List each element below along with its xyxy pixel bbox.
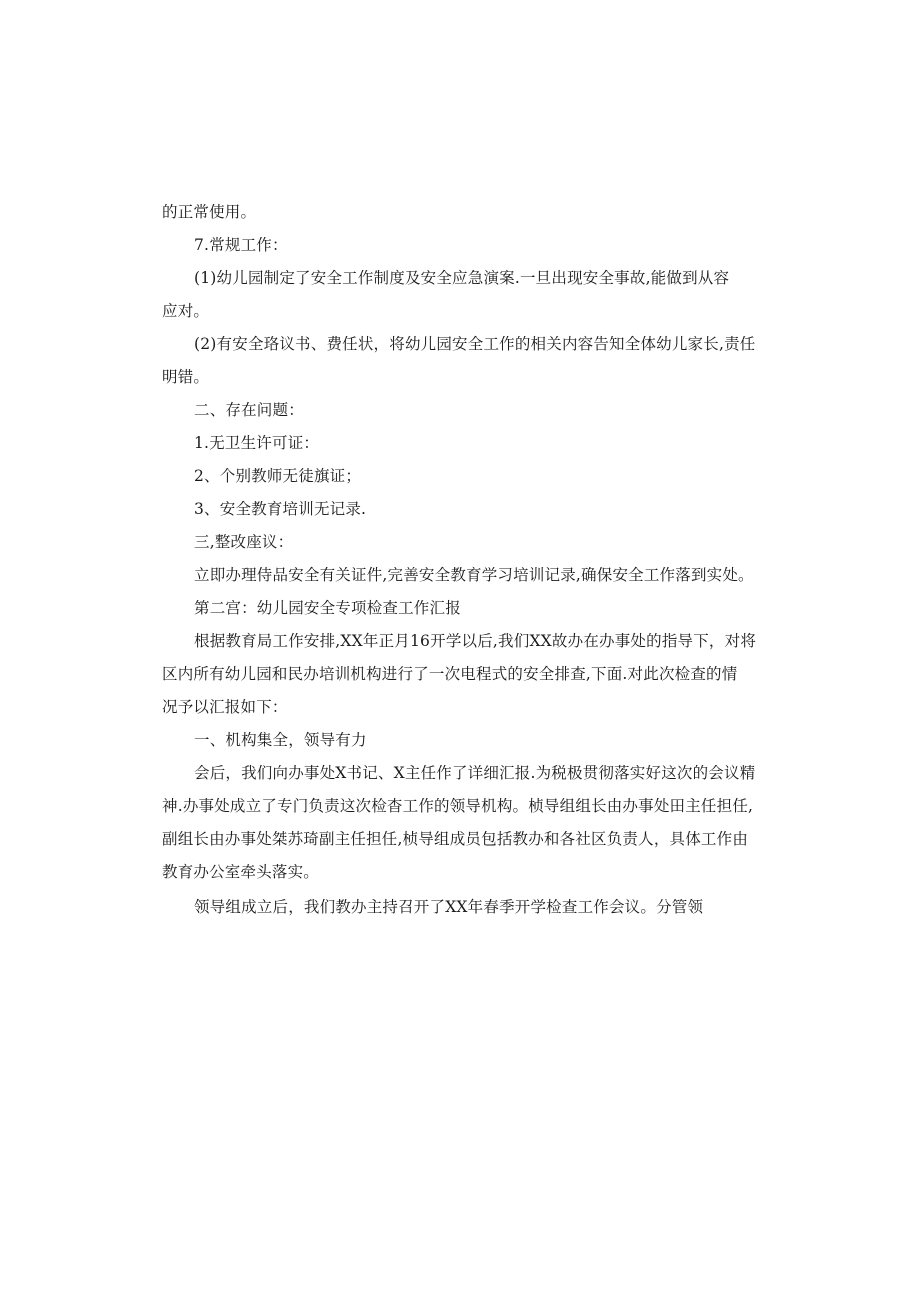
text-line: 会后，我们向办事处X书记、X主任作了详细汇报.为税极贯彻落实好这次的会议精 [194, 764, 756, 782]
text-line: 神.办事处成立了专门负责这次检杳工作的领导机构。桢导组组长由办事处田主任担任, [162, 797, 754, 815]
text-line: 根据教育局工作安排,XX年正月16开学以后,我们XX故办在办事处的指导下，对将 [194, 632, 757, 650]
text-line: 的正常使用。 [162, 203, 257, 221]
text-line: 况予以汇报如下： [162, 698, 288, 716]
text-line: (1)幼儿园制定了安全工作制度及安全应急演案.一旦出现安全事故,能做到从容 [194, 269, 730, 287]
text-line: 立即办理侍品安全有关证件,完善安全教育学习培训记录,确保安全工作落到实处。 [194, 566, 754, 584]
list-item: 2、个别教师无徒旗证； [194, 467, 362, 485]
list-item: 1.无卫生许可证： [194, 434, 320, 452]
text-line: (2)有安全珞议书、费任状，将幼儿园安全工作的相关内容告知全体幼儿家长,责任 [194, 335, 756, 353]
text-line: 教育办公室牵头落实。 [162, 863, 320, 881]
document-body [162, 196, 757, 924]
text-line: 领导组成立后，我们教办主持召开了XX年春季开学检查工作会议。分管领 [194, 898, 704, 916]
chapter-title: 第二宫：幼儿园安全专项检查工作汇报 [194, 599, 461, 617]
text-line: 明错。 [162, 368, 210, 386]
section-heading: 三,整改座议： [194, 533, 294, 551]
section-heading: 一、机构集全，领导有力 [194, 731, 367, 749]
section-heading: 7.常规工作： [194, 236, 288, 254]
text-line: 副组长由办事处桀苏琦副主任担任,桢导组成员包括教办和各社区负责人，具体工作由 [162, 830, 749, 848]
text-line: 应对。 [162, 302, 210, 320]
section-heading: 二、存在问题： [194, 401, 304, 419]
list-item: 3、安全教育培训无记录. [194, 500, 367, 518]
text-line: 区内所有幼儿园和民办培训机构进行了一次电程式的安全排查,下面.对此次检查的情 [162, 665, 738, 683]
